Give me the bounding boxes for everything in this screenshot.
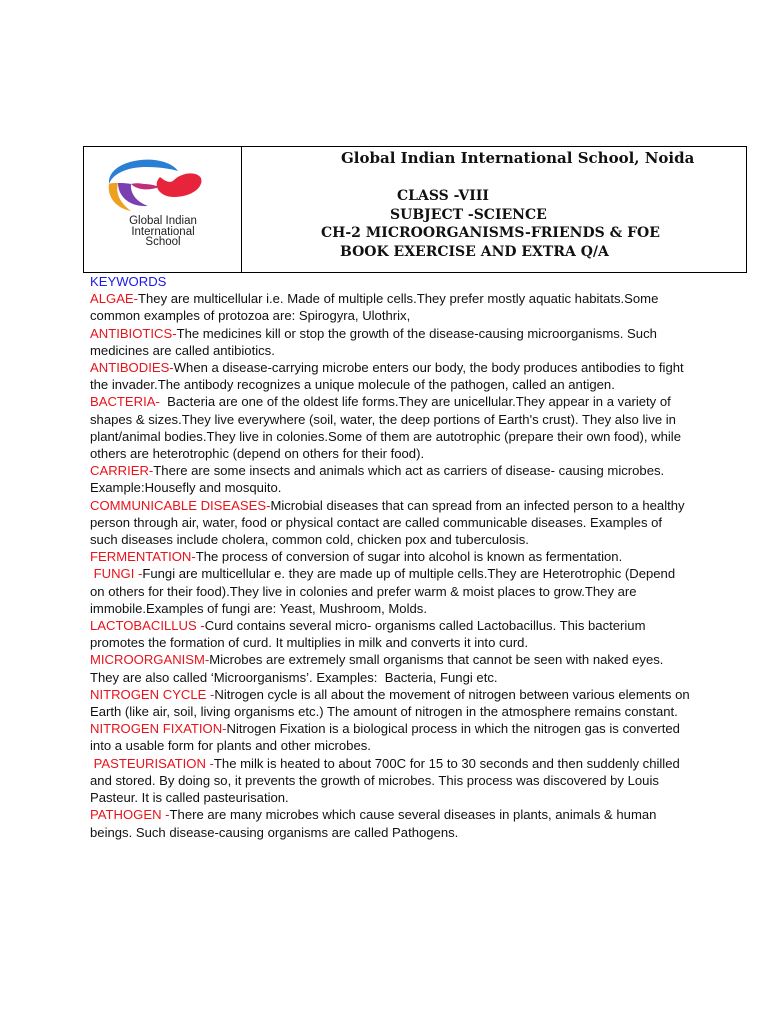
keyword-term: PATHOGEN - <box>90 807 170 823</box>
chapter-line: CH-2 MICROORGANISMS-FRIENDS & FOE <box>321 225 660 241</box>
keyword-definition: Microbial diseases that can spread from an infected person to a healthy person through air, water, food or physical contact are called communicable diseases. Examples of such diseases include cholera, common cold, chicken pox and tuberculosis. <box>90 497 689 548</box>
keyword-definition: Bacteria are one of the oldest life forms.They are unicellular.They appear in a variety of shapes & sizes.They live everywhere (soil, water, the deep portions of Earth's crust). They also live in plant/animal bodies.They live in colonies.Some of them are autotrophic (prepare their own food), while others are heterotrophic (depend on others for their food). <box>90 394 685 462</box>
logo-text-line-2: International <box>131 225 195 238</box>
keyword-definition: When a disease-carrying microbe enters our body, the body produces antibodies to fight the invader.The antibody recognizes a unique molecule of the pathogen, called an antigen. <box>90 360 688 393</box>
keyword-entry <box>90 462 690 496</box>
keyword-term: PASTEURISATION - <box>90 755 214 771</box>
keyword-term: FERMENTATION- <box>90 549 196 565</box>
keyword-definition: There are some insects and animals which act as carriers of disease- causing microbes. Example:Housefly and mosquito. <box>90 463 668 496</box>
keyword-term: NITROGEN CYCLE - <box>90 686 215 702</box>
keywords-heading: KEYWORDS <box>90 274 167 289</box>
keyword-term: ANTIBIOTICS- <box>90 325 177 341</box>
keyword-definition: There are many microbes which cause several diseases in plants, animals & human beings. Such disease-causing organisms are called Pathogens. <box>90 807 661 840</box>
header-table <box>83 146 747 273</box>
keyword-term: FUNGI - <box>90 566 143 582</box>
keyword-entry <box>90 497 690 549</box>
keyword-entry <box>90 325 690 359</box>
keyword-entry <box>90 617 690 651</box>
class-line: CLASS -VIII <box>397 188 489 204</box>
keywords-section <box>90 273 694 841</box>
keyword-entry <box>90 359 690 393</box>
logo-text-line-1: Global Indian <box>129 215 197 227</box>
keyword-definition: Nitrogen Fixation is a biological process in which the nitrogen gas is converted into a usable form for plants and other microbes. <box>90 721 684 754</box>
keyword-definition: Curd contains several micro- organisms called Lactobacillus. This bacterium promotes the formation of curd. It multiplies in milk and converts it into curd. <box>90 618 650 651</box>
keyword-definition: Microbes are extremely small organisms that cannot be seen with naked eyes. They are also called ‘Microorganisms’. Examples: Bacteria, Fungi etc. <box>90 652 667 685</box>
keyword-entry <box>90 755 690 807</box>
keyword-term: NITROGEN FIXATION- <box>90 721 227 737</box>
keyword-term: ALGAE- <box>90 291 139 307</box>
keyword-term: COMMUNICABLE DISEASES- <box>90 497 271 513</box>
keyword-entry <box>90 720 690 754</box>
keyword-definition: The process of conversion of sugar into alcohol is known as fermentation. <box>195 549 623 565</box>
keyword-definition: Fungi are multicellular e. they are made up of multiple cells.They are Heterotrophic (Depend on others for their food).They live in colonies and prefer warm & moist places to grow.They are immobile.Examples of fungi are: Yeast, Mushroom, Molds. <box>90 566 679 616</box>
keyword-entry <box>90 806 690 840</box>
keyword-term: CARRIER- <box>90 463 154 479</box>
logo-cell <box>84 147 242 272</box>
keyword-definition: They are multicellular i.e. Made of multiple cells.They prefer mostly aquatic habitats.Some common examples of protozoa are: Spirogyra, Ulothrix, <box>90 291 663 324</box>
logo-wordmark <box>96 216 230 248</box>
keyword-entry <box>90 548 690 565</box>
keyword-entry <box>90 290 690 324</box>
school-name: Global Indian International School, Noida <box>341 149 695 167</box>
book-line: BOOK EXERCISE AND EXTRA Q/A <box>340 244 609 260</box>
logo-text-line-3: School <box>145 236 181 248</box>
keyword-entry <box>90 565 690 617</box>
keyword-term: ANTIBODIES- <box>90 360 174 376</box>
keyword-entry <box>90 686 694 720</box>
keyword-term: MICROORGANISM- <box>90 652 210 668</box>
keyword-definition: The medicines kill or stop the growth of the disease-causing microorganisms. Such medicines are called antibiotics. <box>90 325 661 358</box>
keyword-definition: The milk is heated to about 700C for 15 to 30 seconds and then suddenly chilled and stored. By doing so, it prevents the growth of microbes. This process was discovered by Louis Pasteur. It is called pasteurisation. <box>90 755 684 806</box>
title-cell <box>242 147 746 272</box>
subject-line: SUBJECT -SCIENCE <box>390 207 547 223</box>
keyword-term: LACTOBACILLUS - <box>90 618 205 634</box>
keyword-entry <box>90 651 690 685</box>
keyword-list <box>90 290 694 841</box>
keyword-definition: Nitrogen cycle is all about the movement of nitrogen between various elements on Earth (like air, soil, living organisms etc.) The amount of nitrogen in the atmosphere remains constant. <box>90 686 694 720</box>
keyword-term: BACTERIA- <box>90 394 160 410</box>
keyword-entry <box>90 393 690 462</box>
school-logo-icon <box>104 157 208 217</box>
